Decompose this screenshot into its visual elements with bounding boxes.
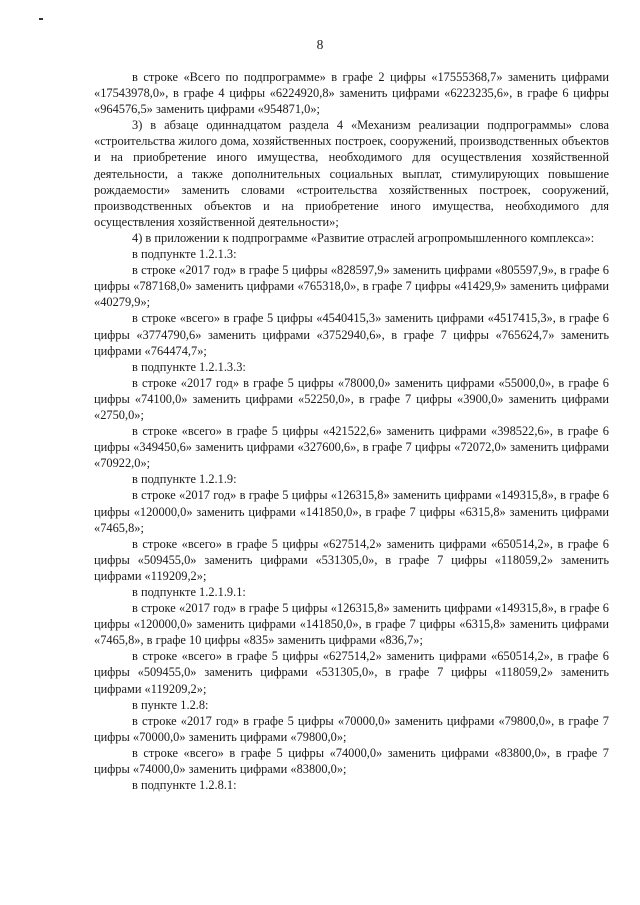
paragraph: 3) в абзаце одиннадцатом раздела 4 «Механизм реализации подпрограммы» слова «строительства жилого дома, хозяйственных построек, сооружений, производственных объектов и на приобретение иного имущества, необходимого для осуществления хозяйственной деятельности, а также дополнительных социальных выплат, стимулирующих повышение рождаемости» заменить словами «строительства хозяйственных построек, сооружений, производственных объектов и на приобретение иного имущества, необходимого для осуществления хозяйственной деятельности»; (94, 118, 609, 229)
page-number: 8 (316, 37, 324, 52)
paragraph: в строке «2017 год» в графе 5 цифры «78000,0» заменить цифрами «55000,0», в графе 6 цифры «74100,0» заменить цифрами «52250,0», в графе 7 цифры «3900,0» заменить цифрами «2750,0»; (94, 375, 609, 422)
paragraph: в строке «всего» в графе 5 цифры «627514,2» заменить цифрами «650514,2», в графе 6 цифры «509455,0» заменить цифрами «531305,0», в графе 7 цифры «118059,2» заменить цифрами «119209,2»; (94, 649, 609, 696)
paragraph: в строке «2017 год» в графе 5 цифры «126315,8» заменить цифрами «149315,8», в графе 6 цифры «120000,0» заменить цифрами «141850,0», в графе 7 цифры «6315,8» заменить цифрами «7465,8», в графе 10 цифры «835» заменить цифрами «836,7»; (94, 601, 609, 648)
paragraph: в строке «Всего по подпрограмме» в графе 2 цифры «17555368,7» заменить цифрами «17543978,0», в графе 4 цифры «6224920,8» заменить цифрами «6223235,6», в графе 6 цифры «964576,5» заменить цифрами «954871,0»; (94, 70, 609, 117)
subheading: в подпункте 1.2.1.9: (132, 472, 237, 487)
scan-speck (39, 18, 43, 20)
subheading: в подпункте 1.2.1.3.3: (132, 359, 246, 374)
subheading: в подпункте 1.2.1.9.1: (132, 585, 246, 599)
subheading: в пункте 1.2.8: (132, 697, 209, 712)
document-body (94, 69, 609, 793)
paragraph: в строке «всего» в графе 5 цифры «627514,2» заменить цифрами «650514,2», в графе 6 цифры «509455,0» заменить цифрами «531305,0», в графе 7 цифры «118059,2» заменить цифрами «119209,2»; (94, 536, 609, 583)
subheading: в подпункте 1.2.8.1: (132, 778, 237, 793)
paragraph: в строке «2017 год» в графе 5 цифры «828597,9» заменить цифрами «805597,9», в графе 6 цифры «787168,0» заменить цифрами «765318,0», в графе 7 цифры «41429,9» заменить цифрами «40279,9»; (94, 263, 609, 310)
paragraph: в строке «всего» в графе 5 цифры «421522,6» заменить цифрами «398522,6», в графе 6 цифры «349450,6» заменить цифрами «327600,6», в графе 7 цифры «72072,0» заменить цифрами «70922,0»; (94, 424, 609, 471)
paragraph: в строке «2017 год» в графе 5 цифры «126315,8» заменить цифрами «149315,8», в графе 6 цифры «120000,0» заменить цифрами «141850,0», в графе 7 цифры «6315,8» заменить цифрами «7465,8»; (94, 488, 609, 535)
paragraph: 4) в приложении к подпрограмме «Развитие отраслей агропромышленного комплекса»: (132, 230, 595, 245)
paragraph: в строке «всего» в графе 5 цифры «74000,0» заменить цифрами «83800,0», в графе 7 цифры «74000,0» заменить цифрами «83800,0»; (94, 745, 609, 777)
paragraph: в строке «2017 год» в графе 5 цифры «70000,0» заменить цифрами «79800,0», в графе 7 цифры «70000,0» заменить цифрами «79800,0»; (94, 713, 609, 744)
paragraph: в строке «всего» в графе 5 цифры «4540415,3» заменить цифрами «4517415,3», в графе 6 цифры «3774790,6» заменить цифрами «3752940,6», в графе 7 цифры «765624,7» заменить цифрами «764474,7»; (94, 311, 609, 358)
subheading: в подпункте 1.2.1.3: (132, 247, 237, 262)
